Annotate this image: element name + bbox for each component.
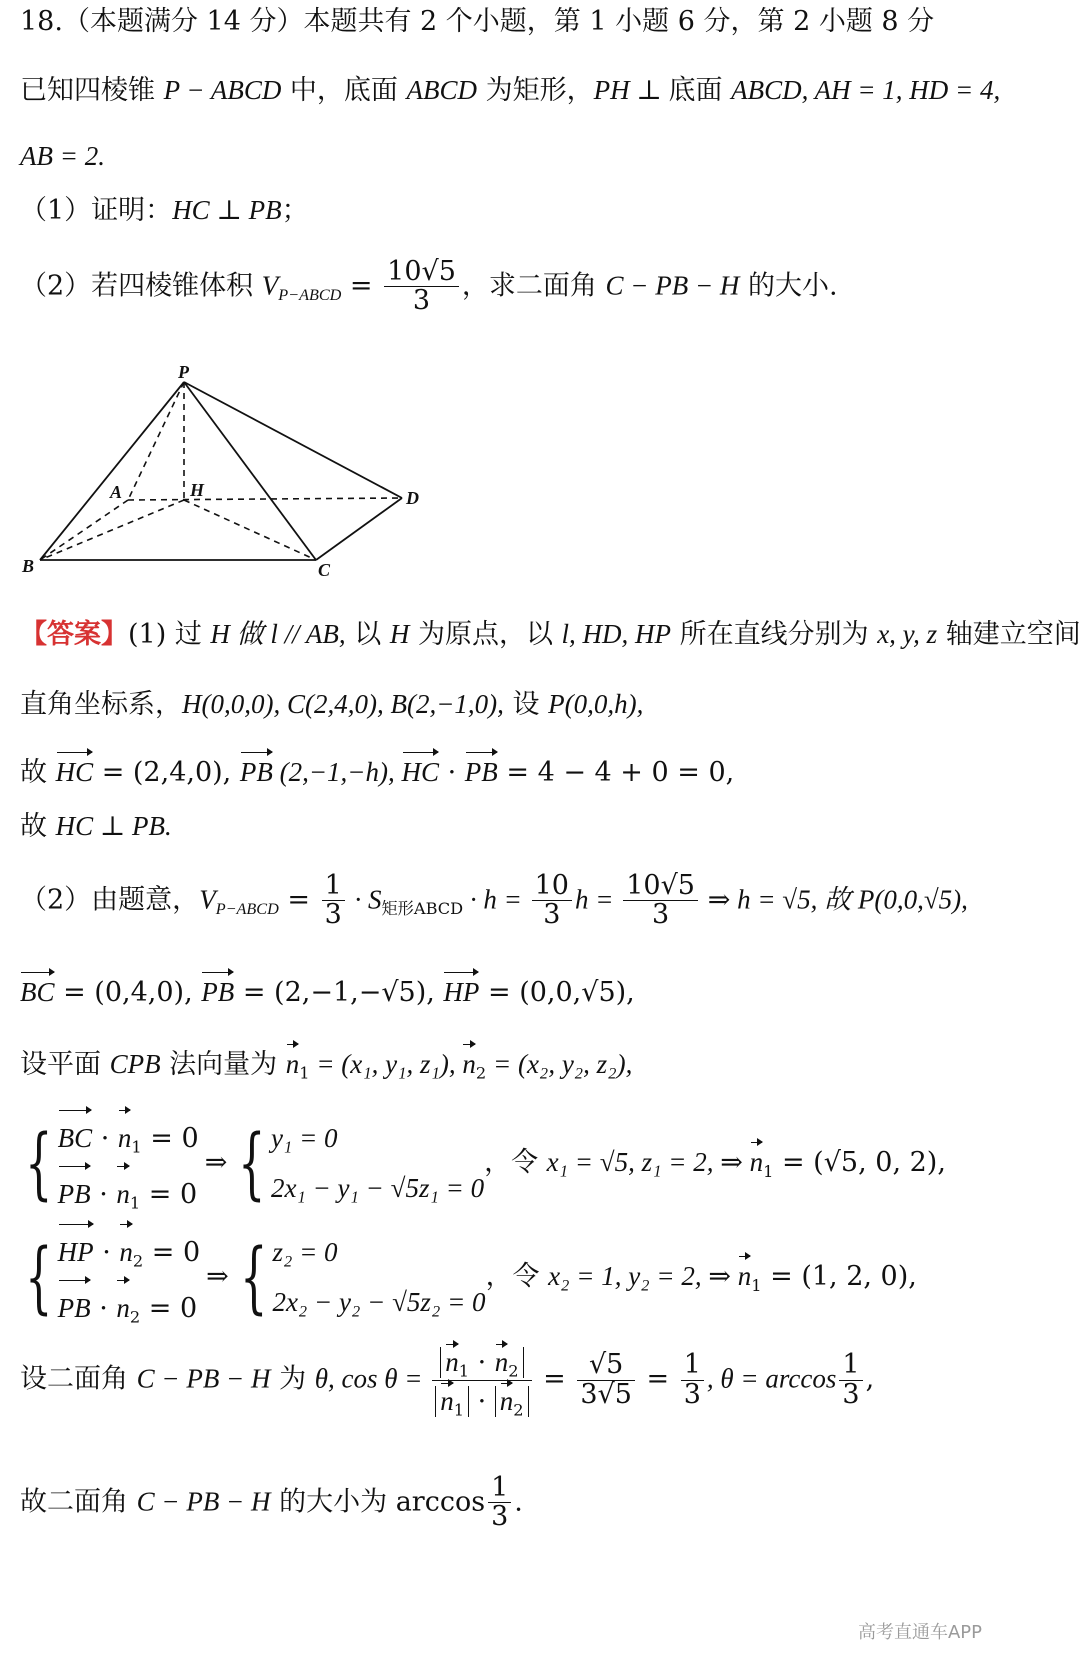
q1-prefix: （1）证明：	[20, 195, 173, 226]
text: 设	[503, 689, 549, 720]
math: ·	[439, 757, 465, 788]
math: = (2,4,0),	[93, 757, 240, 788]
vector-PB: PB	[240, 750, 273, 788]
sub: 1	[763, 1161, 774, 1181]
header-text: 18.（本题满分 14 分）本题共有 2 个小题，第 1 小题 6 分，第 2 小题 8 分	[20, 6, 935, 37]
math: H 做 l // AB,	[210, 619, 346, 649]
text: 中，底面	[281, 75, 407, 106]
text: (1) 过	[128, 619, 211, 650]
fraction	[532, 872, 572, 930]
math: = (√5, 0, 2),	[773, 1147, 946, 1179]
sub: 1	[131, 1137, 142, 1157]
answer-line-8	[20, 1342, 874, 1418]
abs	[495, 1385, 529, 1420]
q2-mid: ，求二面角	[461, 270, 606, 302]
denominator: 3	[543, 899, 561, 931]
vector-n: n	[118, 1108, 132, 1163]
sub: 2	[129, 1307, 141, 1327]
text: 的大小为 arccos	[270, 1486, 486, 1518]
math-sub: 1	[299, 1063, 310, 1083]
math-sub: P−ABCD	[215, 900, 279, 918]
math: x₁ = √5, z₁ = 2, ⇒	[546, 1147, 750, 1178]
edge-PB	[40, 382, 184, 560]
fraction	[322, 872, 345, 930]
vector: HP	[58, 1222, 94, 1277]
q2-denominator: 3	[412, 285, 431, 317]
text: 故	[20, 811, 56, 842]
math: (2,−1,−h),	[272, 757, 402, 787]
math: , θ = arccos	[706, 1363, 837, 1394]
row: PB · $n_1 = 0$	[58, 1179, 198, 1210]
brace: {	[238, 1118, 266, 1209]
vector-n1: n	[750, 1140, 764, 1178]
pyramid-figure	[18, 360, 438, 590]
math: = (1, 2, 0),	[761, 1261, 917, 1293]
math: = (x₁, y₁, z₁),	[309, 1049, 463, 1079]
text: 为原点，以	[409, 619, 562, 650]
q2-volume-sub: P−ABCD	[278, 286, 342, 304]
q2-angle: C − PB − H	[605, 270, 740, 301]
math-cond: PH ⊥	[593, 75, 669, 105]
vector: PB	[58, 1164, 91, 1219]
math: P(0,0,h),	[548, 689, 644, 719]
label-D: D	[406, 488, 419, 508]
math: θ, cos θ =	[314, 1363, 430, 1394]
fraction-cos	[432, 1342, 531, 1418]
fraction	[488, 1474, 511, 1532]
sub: 1	[453, 1400, 465, 1420]
math: ⇒ h = √5, 故 P(0,0,√5),	[700, 884, 968, 915]
vector-n2: n	[462, 1042, 476, 1080]
math: h =	[574, 884, 621, 915]
math: .	[514, 1486, 523, 1518]
denominator: 3	[683, 1378, 701, 1410]
brace: {	[25, 1118, 53, 1209]
math: =	[637, 1363, 678, 1395]
fraction	[623, 872, 698, 930]
sub: 2	[508, 1361, 519, 1381]
equation-system-1	[20, 1108, 946, 1219]
math: = (2,−1,−√5),	[234, 977, 444, 1008]
text: ，令	[484, 1147, 547, 1179]
math-ab: AB = 2.	[20, 141, 105, 171]
math: = (x₂, y₂, z₂),	[486, 1049, 633, 1079]
text: 故	[20, 757, 56, 788]
edge-PC	[184, 382, 316, 560]
question-1	[20, 194, 309, 227]
math: 2x₂ − y₂ − √5z₂ = 0	[272, 1286, 486, 1317]
implies: ⇒	[206, 1261, 229, 1293]
vector-HC: HC	[56, 750, 94, 788]
problem-statement-line-1	[20, 74, 1000, 107]
system-left	[58, 1108, 199, 1219]
edge-HC	[184, 500, 316, 560]
row: BC · $n_1 = 0$	[58, 1123, 199, 1154]
text: 设二面角	[20, 1363, 137, 1395]
row: HP · $n_2 = 0$	[58, 1237, 201, 1268]
numerator: 1	[681, 1351, 704, 1380]
vector-n2: n	[500, 1381, 514, 1415]
math: = (0,0,√5),	[479, 977, 635, 1008]
numerator: 10	[532, 872, 572, 901]
vector-BC: BC	[20, 970, 55, 1008]
answer-tag: 【答案】	[20, 619, 128, 650]
question-2	[20, 258, 838, 316]
edge-AB	[40, 500, 128, 560]
system-right	[271, 1114, 484, 1213]
fraction	[681, 1351, 704, 1409]
text: 所在直线分别为	[671, 619, 878, 650]
math: =	[278, 884, 319, 916]
q2-numerator: 10√5	[384, 258, 459, 287]
equation-system-2	[20, 1222, 917, 1333]
vector-n2: n	[495, 1342, 509, 1376]
vector: PB	[58, 1278, 91, 1333]
edge-HB	[40, 500, 184, 560]
numerator: 10√5	[623, 872, 698, 901]
text: ，令	[485, 1261, 549, 1293]
math: CPB	[109, 1049, 161, 1079]
sub: 1	[751, 1275, 762, 1295]
text: （2）由题意，	[20, 884, 200, 916]
math: C − PB − H	[136, 1486, 271, 1517]
math: = 0	[140, 1292, 198, 1324]
answer-line-4	[20, 810, 172, 843]
sub: 1	[129, 1193, 141, 1213]
vector: BC	[58, 1108, 93, 1163]
math: = 0	[140, 1178, 198, 1210]
q2-eq: =	[341, 270, 382, 302]
answer-line-2	[20, 688, 643, 721]
row: PB · $n_2 = 0$	[58, 1293, 198, 1324]
answer-line-1	[20, 618, 1081, 651]
q1-end: ；	[281, 195, 309, 226]
sub: 2	[513, 1400, 524, 1420]
denominator	[432, 1381, 531, 1419]
math-cond-tail: ABCD, AH = 1, HD = 4,	[731, 75, 1001, 105]
sub: 1	[458, 1361, 470, 1381]
math-sub: 2	[475, 1063, 487, 1083]
text: 直角坐标系，	[20, 689, 182, 720]
math: x₂ = 1, y₂ = 2, ⇒	[548, 1261, 738, 1292]
text: 为	[270, 1363, 315, 1395]
math: ,	[865, 1363, 875, 1395]
system-right	[272, 1228, 485, 1327]
implies: ⇒	[204, 1147, 228, 1179]
vector-HP: HP	[443, 970, 479, 1008]
math: · S	[347, 884, 382, 915]
text: 故二面角	[20, 1486, 137, 1518]
math: = 4 − 4 + 0 = 0,	[497, 757, 735, 788]
answer-line-5	[20, 872, 968, 930]
abs	[435, 1385, 469, 1420]
math: y₁ = 0	[270, 1123, 338, 1153]
edge-PD	[184, 382, 402, 498]
math: = (0,4,0),	[54, 977, 202, 1008]
fraction	[577, 1351, 635, 1409]
denominator: 3√5	[580, 1378, 632, 1410]
edge-AD	[128, 498, 402, 500]
text: 设平面	[20, 1049, 110, 1080]
brace: {	[239, 1232, 268, 1323]
q2-volume: V	[261, 270, 279, 301]
text: 法向量为	[160, 1049, 286, 1080]
sub: 2	[132, 1251, 144, 1271]
q1-expr: HC ⊥ PB	[172, 195, 282, 225]
q2-end: 的大小.	[739, 270, 838, 302]
problem-header	[20, 6, 934, 38]
math: V	[199, 884, 216, 915]
text: 以	[345, 619, 390, 650]
math-sub: 矩形ABCD	[381, 899, 464, 918]
vector-PB: PB	[465, 750, 498, 788]
text: 底面	[668, 75, 732, 106]
q2-fraction	[384, 258, 459, 316]
text: 轴建立空间	[937, 619, 1081, 650]
denominator: 3	[652, 899, 670, 931]
vector-n1: n	[286, 1042, 300, 1080]
label-H: H	[190, 480, 205, 500]
vector-n1: n	[738, 1254, 752, 1292]
problem-statement-line-2	[20, 140, 105, 173]
answer-line-6	[20, 970, 635, 1009]
edge-CD	[316, 498, 402, 560]
numerator: 1	[488, 1474, 511, 1503]
math: ·	[469, 1385, 495, 1417]
math: C − PB − H	[136, 1363, 271, 1394]
abs	[440, 1347, 523, 1381]
label-C: C	[318, 560, 331, 580]
system-left	[58, 1222, 201, 1333]
math: ·	[469, 1347, 495, 1378]
math: H(0,0,0), C(2,4,0), B(2,−1,0),	[182, 689, 504, 719]
watermark: 高考直通车APP	[857, 1622, 982, 1643]
label-P: P	[178, 362, 189, 382]
denominator: 3	[324, 899, 342, 931]
answer-line-7	[20, 1042, 632, 1083]
math: HC ⊥ PB.	[55, 811, 172, 841]
math: = 0	[143, 1237, 201, 1268]
math-base: ABCD	[406, 75, 477, 105]
vector-n1: n	[440, 1381, 454, 1415]
vector-n: n	[116, 1278, 130, 1333]
math: x, y, z	[877, 619, 938, 649]
math: z₂ = 0	[272, 1237, 338, 1267]
math: =	[534, 1363, 575, 1395]
brace: {	[25, 1232, 53, 1323]
vector-PB: PB	[201, 970, 234, 1008]
denominator: 3	[491, 1501, 509, 1533]
denominator: 3	[842, 1378, 860, 1410]
numerator: 1	[322, 872, 345, 901]
vector-n: n	[119, 1222, 133, 1277]
vector-n: n	[116, 1164, 130, 1219]
math: l, HD, HP	[561, 619, 672, 649]
math-pyramid: P − ABCD	[163, 75, 282, 105]
vector-n1: n	[445, 1342, 459, 1376]
label-A: A	[110, 482, 123, 502]
text: 为矩形，	[477, 75, 594, 106]
answer-line-3	[20, 750, 734, 789]
q2-prefix: （2）若四棱锥体积	[20, 270, 262, 302]
numerator	[432, 1342, 531, 1381]
fraction	[839, 1351, 862, 1409]
math: = 0	[141, 1123, 199, 1154]
numerator: √5	[577, 1351, 635, 1380]
label-B: B	[22, 556, 35, 576]
math: · h =	[463, 884, 529, 915]
vector-HC: HC	[402, 750, 440, 788]
math: 2x₁ − y₁ − √5z₁ = 0	[270, 1172, 485, 1203]
math: H	[389, 619, 410, 649]
text: 已知四棱锥	[20, 75, 164, 106]
numerator: 1	[839, 1351, 862, 1380]
answer-conclusion	[20, 1474, 523, 1532]
